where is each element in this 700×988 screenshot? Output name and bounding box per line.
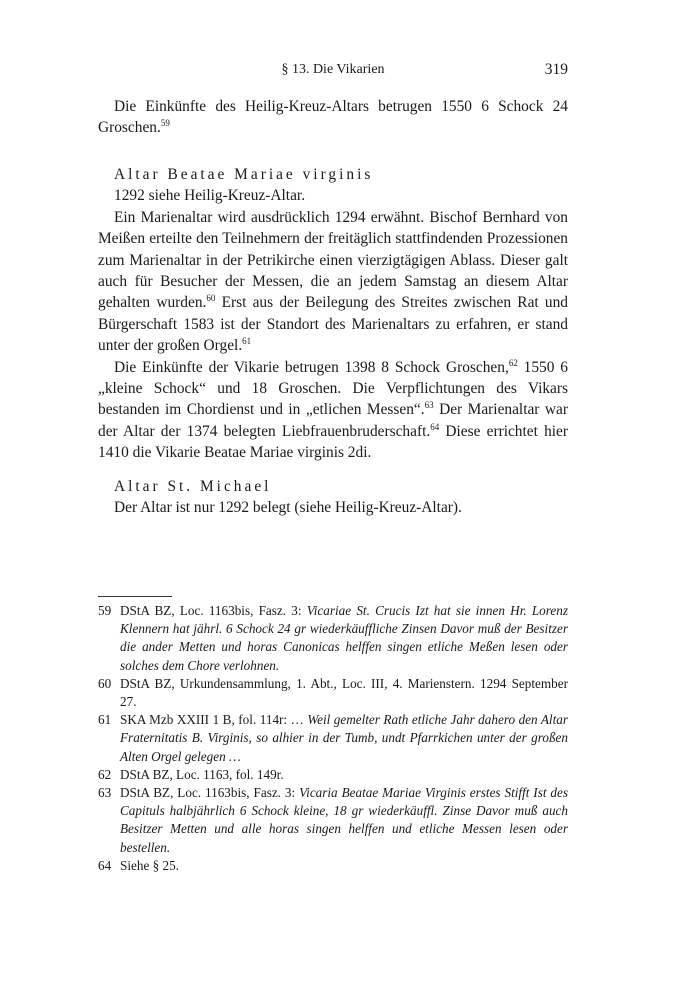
footnote-ref-59: 59 <box>160 118 170 129</box>
footnote-number: 63 <box>98 785 112 801</box>
section-michael <box>98 476 568 519</box>
intro-paragraph-block <box>98 96 568 139</box>
footnote <box>98 857 568 875</box>
footnote-ref-63: 63 <box>424 400 434 411</box>
section-heading-mariae: Altar Beatae Mariae virginis <box>114 166 374 183</box>
footnote-ref-60: 60 <box>206 293 216 304</box>
footnote-separator <box>98 596 172 597</box>
footnote-text: DStA BZ, Loc. 1163bis, Fasz. 3: <box>120 785 300 801</box>
intro-paragraph <box>98 96 568 139</box>
mariae-p3-text-b: 1550 6 „kleine Schock“ und 18 Groschen. Die Verpflichtungen des Vikars bestanden im Chordienst und in „etlichen Messen“. <box>98 358 568 419</box>
footnote <box>98 675 568 711</box>
mariae-p2-text-b: Erst aus der Beilegung des Streites zwischen Rat und Bürgerschaft 1583 ist der Standort des Marienaltars zu erfahren, er stand unter der großen Orgel. <box>98 294 568 355</box>
mariae-p3-text-a: Die Einkünfte der Vikarie betrugen 1398 8 Schock Groschen, <box>114 358 509 376</box>
footnote-ref-62: 62 <box>508 357 518 368</box>
footnote-ref-61: 61 <box>242 336 252 347</box>
footnote <box>98 766 568 784</box>
mariae-paragraph-3 <box>98 357 568 464</box>
mariae-p3-text-d: Diese errichtet hier 1410 die Vikarie Beatae Mariae virginis 2di. <box>98 422 569 462</box>
footnote-quote: Vicariae St. Crucis Izt hat sie innen Hr. Lorenz Klennern hat jährl. 6 Schock 24 gr wiederkäuffliche Zinsen Davor muß der Besitzer die ander Metten und horas Canonicas helffen singen etliche Meßen lesen oder solches dem Chore verlohnen. <box>120 603 568 673</box>
footnote-text: DStA BZ, Loc. 1163bis, Fasz. 3: <box>120 603 307 618</box>
section-heading-michael: Altar St. Michael <box>114 478 272 495</box>
michael-paragraph-1: Der Altar ist nur 1292 belegt (siehe Heilig-Kreuz-Altar). <box>114 499 462 517</box>
footnote-text: DStA BZ, Loc. 1163, fol. 149r. <box>120 766 284 782</box>
page-number: 319 <box>544 61 568 78</box>
footnotes <box>98 602 568 875</box>
running-title: § 13. Die Vikarien <box>281 62 385 77</box>
footnote-quote: Weil gemelter Rath etliche Jahr dahero den Altar Fraternitatis B. Virginis, so alhier in der Tumb, undt Pfarrkichen unter der großen Alten Orgel gelegen … <box>120 712 568 764</box>
footnote-ref-64: 64 <box>430 421 440 432</box>
mariae-paragraph-1: 1292 siehe Heilig-Kreuz-Altar. <box>114 187 306 205</box>
footnote-text: Siehe § 25. <box>120 857 179 873</box>
mariae-p3-text-c: Der Marienaltar war der Altar der 1374 belegten Liebfrauenbruderschaft. <box>98 401 568 440</box>
footnote <box>98 784 568 857</box>
footnote-number: 60 <box>98 675 112 691</box>
intro-text: Die Einkünfte des Heilig-Kreuz-Altars betrugen 1550 6 Schock 24 Groschen. <box>98 98 568 137</box>
footnote-number: 62 <box>98 766 112 782</box>
section-mariae <box>98 164 568 464</box>
footnote-number: 64 <box>98 857 112 873</box>
footnote <box>98 602 568 675</box>
running-header <box>98 62 568 82</box>
footnote-text: SKA Mzb XXIII 1 B, fol. 114r: … <box>120 712 308 728</box>
footnote-number: 59 <box>98 603 112 618</box>
mariae-paragraph-2 <box>98 207 568 357</box>
footnote-quote: Vicaria Beatae Mariae Virginis erstes Stifft Ist des Capituls halbjährlich 6 Schock kleine, 18 gr wiederkäuffl. Zinse Davor muß auch Besitzer Metten und alle horas singen helffen und etliche Messen lesen oder bestellen. <box>120 785 568 855</box>
footnote-text: DStA BZ, Urkundensammlung, 1. Abt., Loc. III, 4. Marienstern. 1294 September 27. <box>120 675 568 710</box>
footnote <box>98 711 568 766</box>
mariae-p2-text-a: Ein Marienaltar wird ausdrücklich 1294 erwähnt. Bischof Bernhard von Meißen erteilte den Teilnehmern der freitäglich stattfindenden Prozessionen zum Marienaltar in der Petrikirche einen vierzigtägigen Ablass. Dieser galt auch für Besucher der Messen, die an jedem Samstag an diesem Altar gehalten wurden. <box>98 208 568 312</box>
footnote-number: 61 <box>98 712 112 728</box>
